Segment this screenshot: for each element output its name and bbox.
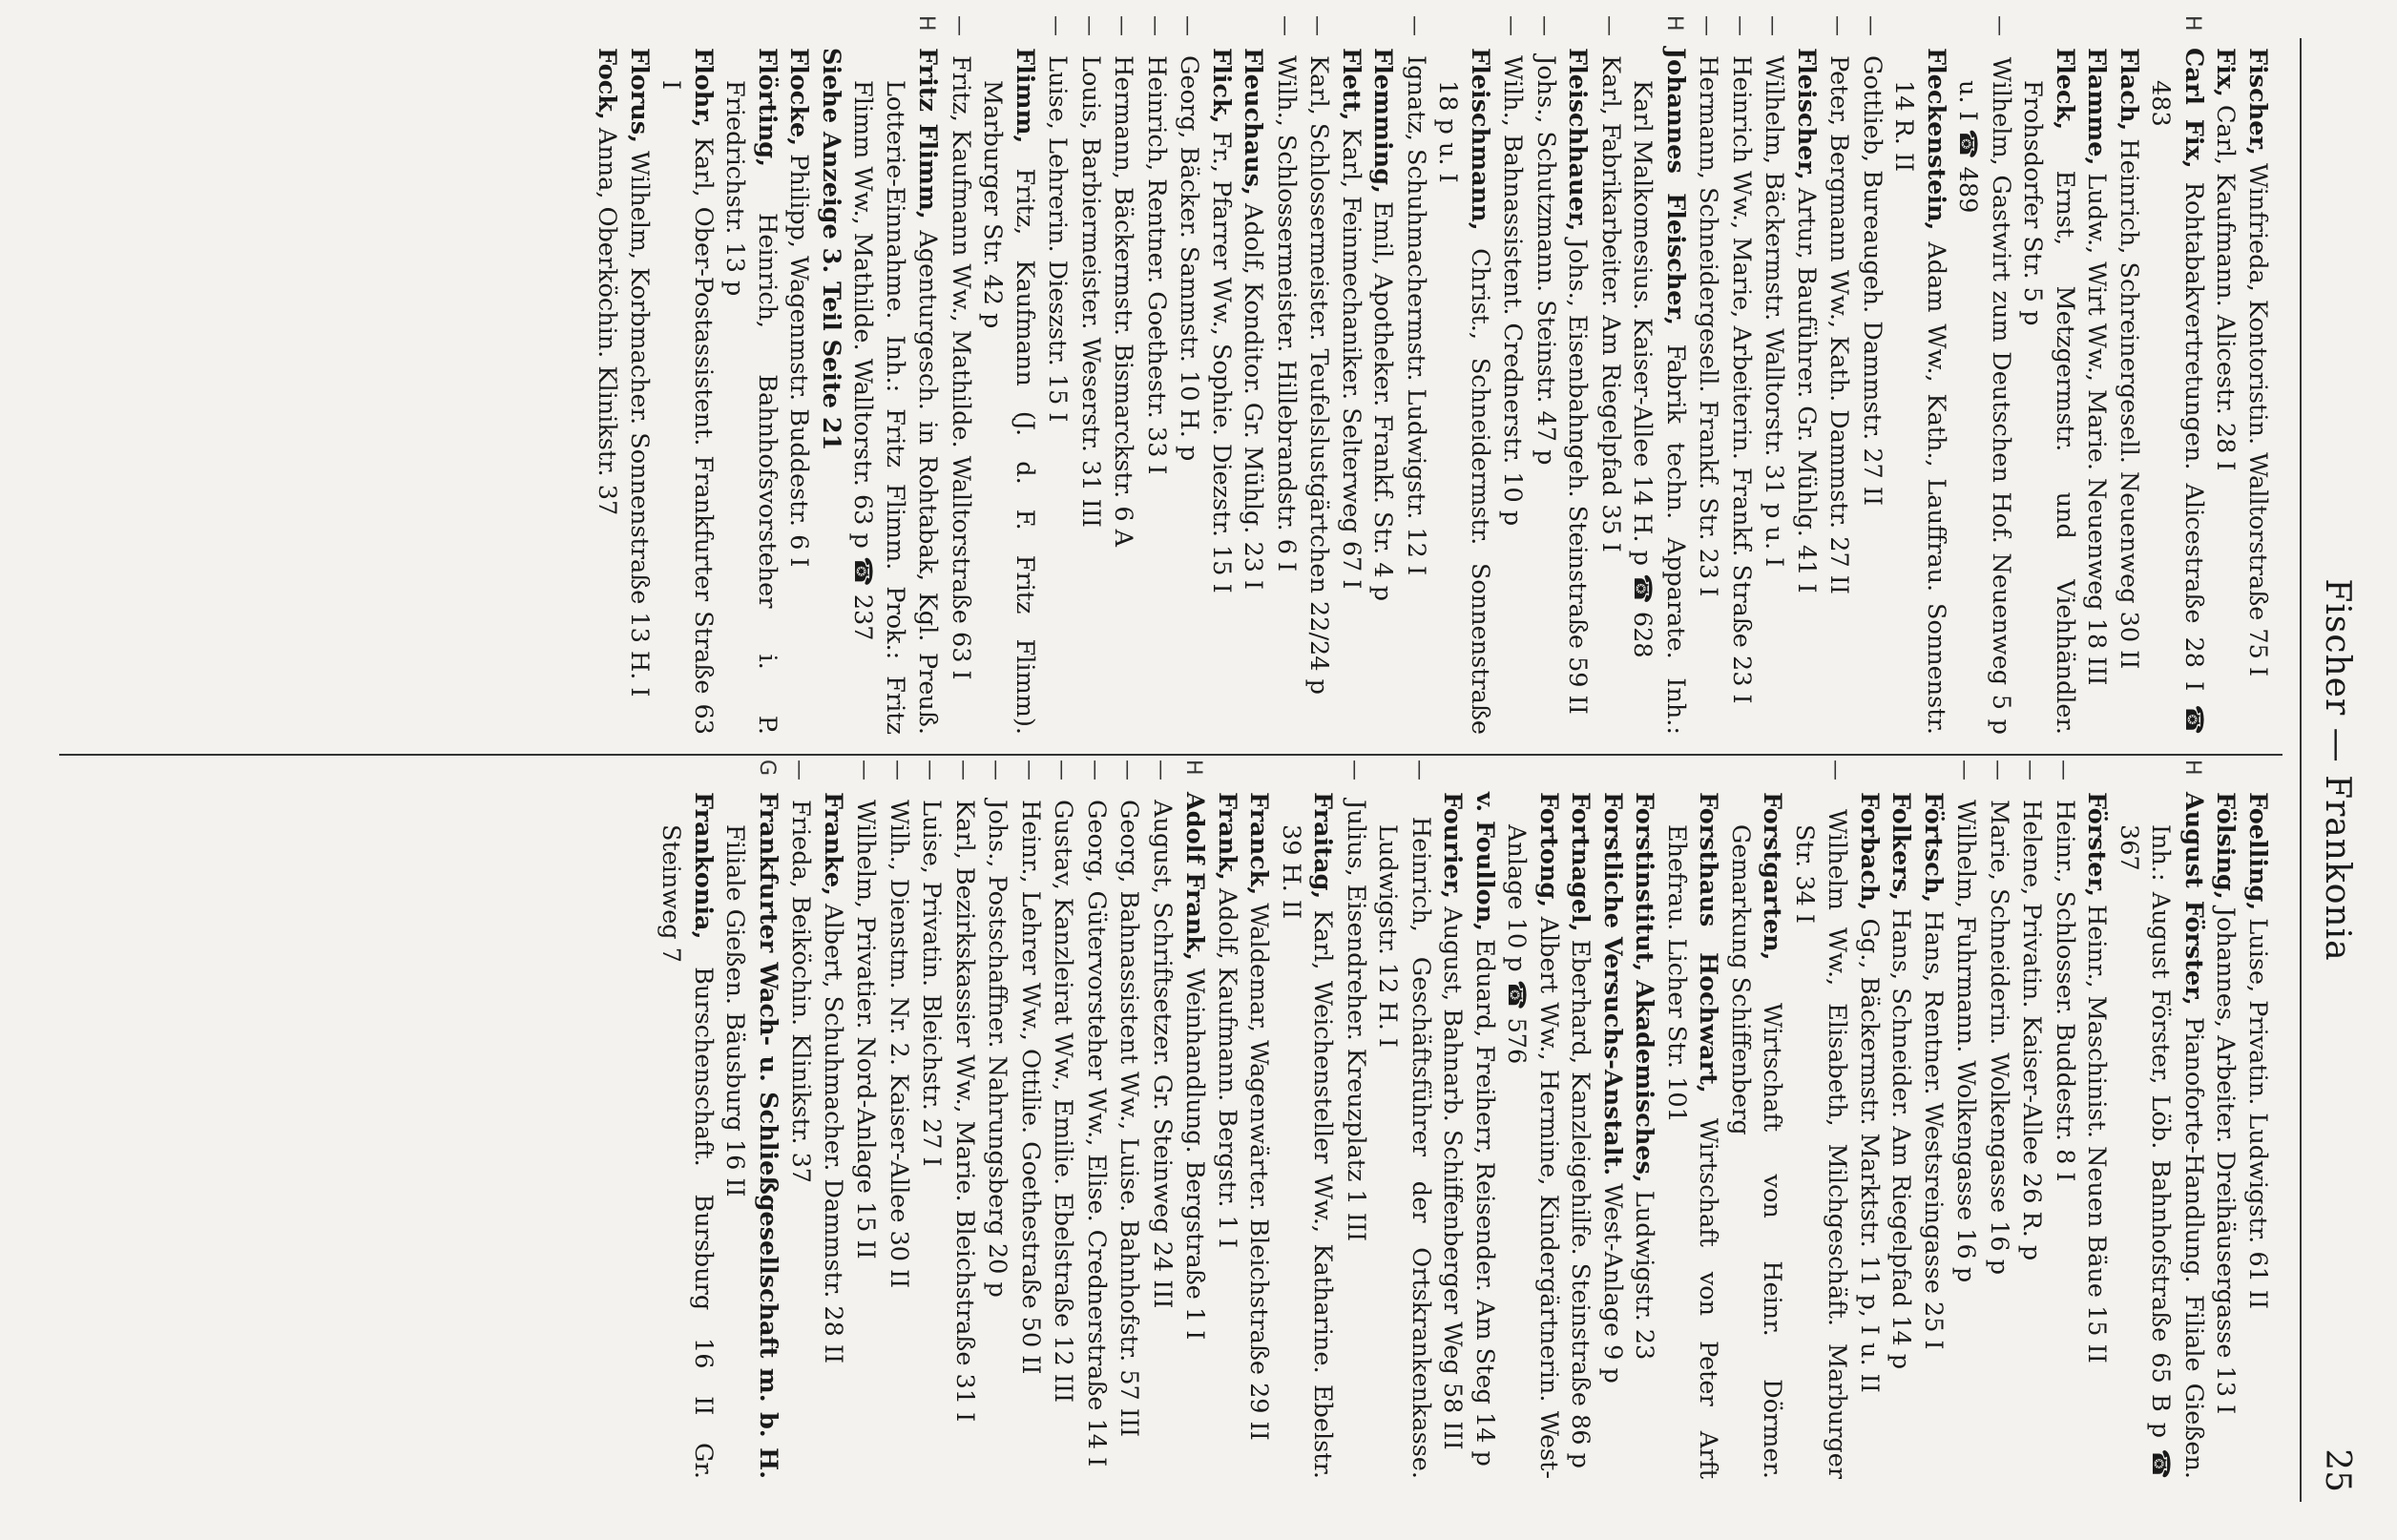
- entry-details: Ludw., Wirt Ww., Marie. Neuenweg 18 III: [2082, 173, 2112, 686]
- directory-entry: [1269, 15, 1303, 735]
- entry-details: Hermann, Bäckermstr. Bismarckstr. 6 A: [1109, 55, 1138, 548]
- directory-entry: [1106, 15, 1139, 735]
- entry-details: Burschenschaft. Bursburg 16 II Gr. Steinweg 7: [657, 824, 718, 1479]
- entry-prefix: —: [1044, 15, 1069, 36]
- directory-entry: [1500, 792, 1564, 1479]
- entry-details: Anna, Oberköchin. Klinikstr. 37: [593, 127, 622, 516]
- directory-entry: [2113, 760, 2210, 1480]
- entry-name: Fritz Flimm,: [913, 48, 943, 219]
- directory-entry: [1275, 792, 1339, 1479]
- entry-details: Wilhelm, Privatier. Nord-Anlage 15 II: [851, 800, 881, 1259]
- entry-details: Ludwigstr. 23: [1630, 1190, 1659, 1361]
- entry-details: Wirtschaft von Peter Arft Ehefrau. Licher Str. 101: [1662, 824, 1723, 1480]
- directory-entry: [1626, 15, 1691, 735]
- entry-name: Förster,: [2082, 792, 2112, 897]
- directory-entry: [815, 48, 847, 735]
- directory-entry: [2048, 760, 2081, 1479]
- entry-details: Luise, Privatin. Bleichstr. 27 I: [917, 800, 947, 1167]
- entry-prefix: —: [1110, 15, 1135, 36]
- directory-entry: [1211, 792, 1243, 1479]
- entry-details: Louis, Barbiermeister. Weserstr. 31 III: [1076, 55, 1105, 528]
- entry-name: Fleischhauer,: [1563, 48, 1593, 232]
- directory-entry: [1949, 760, 1982, 1479]
- directory-entry: [1145, 760, 1178, 1479]
- entry-details: Georg, Gütervorsteher Ww., Elise. Crednerstraße 14 I: [1082, 800, 1111, 1467]
- entry-prefix: —: [1115, 760, 1140, 780]
- entry-details: Helene, Privatin. Kaiser-Allee 26 R. p: [2017, 800, 2047, 1261]
- entry-details: Gustav, Kanzleirat Ww., Emilie. Ebelstraße 12 III: [1049, 800, 1078, 1404]
- entry-details: Filiale Gießen. Bäusburg 16 II: [720, 824, 750, 1197]
- directory-entry: [846, 15, 944, 735]
- entry-prefix: —: [1859, 15, 1883, 36]
- directory-entry: [1790, 48, 1823, 735]
- directory-entry: [1172, 15, 1205, 735]
- directory-entry: [2241, 792, 2274, 1479]
- entry-prefix: —: [1343, 760, 1366, 780]
- running-head: Fischer — Frankonia: [2318, 578, 2357, 962]
- entry-details: Albert, Schuhmacher. Dammstr. 28 II: [819, 904, 847, 1364]
- directory-entry: [2241, 48, 2274, 735]
- entry-name: Johannes Fleischer,: [1661, 48, 1690, 325]
- entry-details: Wilhelm, Korbmacher. Sonnenstraße 13 H. I: [625, 151, 654, 697]
- entry-name: Flett,: [1337, 48, 1365, 121]
- entry-name: Foelling,: [2243, 792, 2272, 911]
- entry-details: Ernst, Metzgermstr. und Viehhändler. Frohsdorfer Str. 5 p: [2018, 80, 2079, 736]
- entry-details: Heinrich, Geschäftsführer der Ortskrankenkasse. Ludwigstr. 12 H. I: [1373, 816, 1435, 1479]
- directory-entry: [980, 760, 1013, 1479]
- entry-details: Heinrich, Schreinergesell. Neuenweg 30 II: [2115, 138, 2143, 670]
- entry-details: Fabrik techn. Apparate. Inh.: Karl Malkomesius. Kaiser-Allee 14 H. p ☎ 628: [1628, 80, 1690, 735]
- entry-prefix: —: [1273, 15, 1297, 36]
- entry-prefix: —: [852, 760, 877, 780]
- entry-details: Fritz, Kaufmann (J. d. F. Fritz Flimm). Marburger Str. 42 p: [978, 80, 1039, 736]
- directory-entry: [1561, 48, 1594, 735]
- directory-entry: [1040, 15, 1073, 735]
- directory-entry: [1917, 792, 1949, 1479]
- entry-prefix: H: [1181, 760, 1206, 776]
- entry-details: Heinr., Maschinist. Neuen Bäue 15 II: [2082, 905, 2112, 1363]
- entry-details: Johannes, Arbeiter. Dreihäusergasse 13 I: [2211, 906, 2241, 1415]
- entry-prefix: —: [1077, 15, 1101, 36]
- entry-details: Heinrich Ww., Marie, Arbeiterin. Frankf. Straße 23 I: [1727, 55, 1756, 704]
- entry-details: Karl, Feinmechaniker. Selterweg 67 I: [1337, 128, 1365, 590]
- entry-prefix: —: [1176, 15, 1200, 36]
- entry-name: Fourier,: [1438, 792, 1468, 900]
- directory-entry: [944, 15, 977, 735]
- entry-name: Franck,: [1244, 792, 1274, 896]
- entry-prefix: —: [1952, 760, 1977, 780]
- directory-entry: [2014, 760, 2048, 1479]
- entry-name: Forsthaus Hochwart,: [1694, 792, 1723, 1093]
- entry-details: Ignatz, Schuhmachermstr. Ludwigstr. 12 I: [1402, 55, 1430, 576]
- directory-entry: [1013, 760, 1047, 1479]
- entry-name: August Förster,: [2179, 792, 2208, 1006]
- right-column: [40, 760, 2273, 1480]
- entry-details: Wilh., Bahnassistent. Crednerstr. 10 p: [1498, 55, 1528, 527]
- entry-prefix: —: [1761, 15, 1785, 36]
- entry-prefix: H: [914, 15, 939, 31]
- directory-entry: [976, 48, 1040, 735]
- directory-entry: [1982, 760, 2015, 1479]
- directory-entry: [783, 760, 817, 1479]
- entry-prefix: —: [1824, 760, 1848, 780]
- entry-prefix: —: [1825, 15, 1850, 36]
- directory-entry: [623, 48, 656, 735]
- directory-entry: [1079, 760, 1113, 1479]
- directory-entry: [2080, 792, 2113, 1479]
- directory-entry: [1660, 792, 1724, 1479]
- directory-entry: [1112, 760, 1145, 1479]
- entry-details: Hans, Rentner. Westsreingasse 25 I: [1919, 910, 1948, 1350]
- entry-prefix: —: [1532, 15, 1556, 36]
- entry-details: Fritz, Kaufmann Ww., Mathilde. Walltorstraße 63 I: [947, 55, 975, 680]
- entry-name: Flemming,: [1368, 48, 1398, 194]
- entry-name: Fleuchaus,: [1239, 48, 1268, 196]
- entry-details: Philipp, Wagenmstr. Buddestr. 6 I: [784, 154, 814, 568]
- entry-prefix: —: [1988, 15, 2011, 36]
- entry-details: Wilh., Dienstm. Nr. 2. Kaiser-Allee 30 II: [885, 800, 913, 1289]
- entry-name: Förtsch,: [1919, 792, 1948, 904]
- entry-details: Wilhelm Ww., Elisabeth, Milchgeschäft. Marburger Str. 34 I: [1790, 809, 1852, 1479]
- entry-details: Karl, Fabrikarbeiter. Am Riegelpfad 35 I: [1596, 55, 1625, 552]
- entry-details: August, Bahnarb. Schiffenberger Weg 58 III: [1438, 906, 1468, 1450]
- entry-details: Wirtschaft von Heinr. Dörmer. Gemarkung Schiffenberg: [1726, 824, 1787, 1480]
- directory-entry: [1724, 792, 1788, 1479]
- entry-name: Fleck,: [2051, 48, 2079, 131]
- directory-entry: [914, 760, 948, 1479]
- entry-name: Fraitag,: [1308, 792, 1338, 900]
- directory-entry: [1724, 15, 1758, 735]
- directory-entry: [2080, 48, 2113, 735]
- entry-prefix: —: [1305, 15, 1330, 36]
- entry-details: Georg, Bäcker. Sammstr. 10 H. p: [1175, 55, 1204, 462]
- directory-entry: [1339, 760, 1372, 1479]
- entry-details: Hans, Schneider. Am Riegelpfad 14 p: [1886, 908, 1916, 1370]
- directory-entry: [1594, 15, 1627, 735]
- entry-details: Heinr., Schlosser. Buddestr. 8 I: [2051, 800, 2079, 1182]
- directory-entry: [2016, 48, 2080, 735]
- entry-name: Flimm,: [1011, 48, 1039, 144]
- entry-prefix: —: [1499, 15, 1524, 36]
- directory-entry: [655, 792, 719, 1479]
- entry-name: Fleckenstein,: [1922, 48, 1950, 231]
- entry-details: Johs., Eisenbahngeh. Steinstraße 59 II: [1563, 239, 1593, 715]
- directory-entry: [2209, 48, 2241, 735]
- left-column: [40, 15, 2273, 736]
- entry-name: Fortnagel,: [1566, 792, 1595, 932]
- entry-details: Adolf, Kaufmann. Bergstr. 1 I: [1213, 887, 1241, 1249]
- entry-details: Heinr., Lehrer Ww., Ottilie. Goethestraße 50 II: [1016, 800, 1045, 1375]
- entry-prefix: —: [1407, 760, 1431, 780]
- entry-name: Fischer,: [2243, 48, 2272, 156]
- directory-entry: [1302, 15, 1335, 735]
- entry-details: Karl, Ober-Postassistent. Frankfurter Straße 63 I: [657, 80, 718, 735]
- entry-details: August, Schriftsetzer. Gr. Steinweg 24 III: [1148, 800, 1177, 1309]
- entry-name: Forstliche Versuchs-Anstalt.: [1598, 792, 1627, 1176]
- entry-details: Wilhelm, Gastwirt zum Deutschen Hof. Neuenweg 5 p u. I ☎ 489: [1953, 56, 2015, 735]
- entry-prefix: —: [1403, 15, 1427, 36]
- directory-entry: [1887, 48, 1951, 735]
- entry-prefix: —: [1597, 15, 1621, 36]
- entry-name: Folkers,: [1886, 792, 1916, 901]
- entry-prefix: —: [951, 760, 975, 780]
- entry-details: Adam Ww., Kath., Lauffrau. Sonnenstr. 14 R. II: [1889, 80, 1950, 736]
- entry-details: Weinhandlung. Bergstraße 1 I: [1180, 968, 1210, 1341]
- column-divider: [59, 754, 2282, 756]
- directory-entry: [1596, 792, 1629, 1479]
- entry-name: Fölsing,: [2211, 792, 2241, 900]
- directory-entry: [1237, 48, 1269, 735]
- directory-entry: [1431, 48, 1495, 735]
- entry-name: Frankfurter Wach- u. Schließgesellschaft m. b. H.: [754, 792, 782, 1479]
- entry-prefix: —: [1017, 760, 1041, 780]
- entry-name: v. Foullon,: [1470, 792, 1499, 932]
- entry-details: Luise, Lehrerin. Dieszstr. 15 I: [1043, 55, 1073, 423]
- entry-name: Fortong,: [1534, 792, 1563, 908]
- entry-name: Frank,: [1213, 792, 1241, 881]
- entry-details: Karl, Weichensteller Ww., Katharine. Ebelstr. 39 H. II: [1277, 824, 1338, 1479]
- entry-name: Carl Fix,: [2179, 48, 2208, 169]
- directory-entry: [1529, 15, 1562, 735]
- directory-entry: [1855, 15, 1888, 735]
- page-header: [2254, 0, 2397, 1540]
- directory-entry: [655, 48, 719, 735]
- directory-entry: [782, 48, 815, 735]
- directory-entry: [1564, 792, 1596, 1479]
- entry-details: Marie, Schneiderin. Wolkengasse 16 p: [1985, 800, 2013, 1276]
- header-rule: [2300, 38, 2302, 1502]
- entry-details: Christ., Schneidermstr. Sonnenstraße 18 p u. I: [1433, 80, 1494, 735]
- entry-prefix: —: [787, 760, 812, 780]
- directory-entry: [1399, 15, 1432, 735]
- directory-entry: [719, 48, 782, 735]
- directory-entry: [882, 760, 915, 1479]
- entry-prefix: —: [948, 15, 971, 36]
- entry-prefix: —: [918, 760, 943, 780]
- entry-details: Waldemar, Wagenwärter. Bleichstraße 29 II: [1244, 903, 1274, 1441]
- directory-entry: [1853, 792, 1886, 1479]
- entry-details: Julius, Eisendreher. Kreuzplatz 1 III: [1342, 800, 1370, 1242]
- entry-details: Eberhard, Kanzleigehilfe. Steinstraße 86 p: [1566, 939, 1595, 1468]
- entry-details: Peter, Bergmann Ww., Kath. Dammstr. 27 II: [1824, 55, 1854, 594]
- entry-details: Wilh., Schlossermeister. Hillebrandstr. 6 I: [1272, 55, 1301, 572]
- entry-details: Wilhelm, Fuhrmann. Wolkengasse 16 p: [1951, 800, 1981, 1283]
- directory-entry: [1073, 15, 1107, 735]
- entry-prefix: —: [1728, 15, 1752, 36]
- entry-name: Siehe Anzeige 3. Teil Seite 21: [817, 48, 845, 451]
- entry-prefix: —: [2052, 760, 2075, 780]
- directory-entry: [2113, 48, 2145, 735]
- entry-details: Heinrich, Bahnhofsvorsteher i. P. Friedrichstr. 13 p: [720, 80, 782, 736]
- entry-name: Fix,: [2211, 48, 2241, 97]
- entry-name: Forstgarten,: [1758, 792, 1787, 961]
- directory-entry: [1951, 15, 2016, 735]
- directory-entry: [1178, 760, 1211, 1479]
- entry-prefix: —: [1050, 760, 1074, 780]
- directory-entry: [1691, 15, 1724, 735]
- entry-details: Pianoforte-Handlung. Filiale Gießen. Inh.: August Förster, Löb. Bahnhofstraße 65 B p ☎ 367: [2115, 824, 2208, 1480]
- directory-entry: [1885, 792, 1917, 1479]
- entry-details: Gottlieb, Bureaugeh. Dammstr. 27 II: [1858, 55, 1886, 507]
- entry-details: Fr., Pfarrer Ww., Sophie. Diezstr. 15 I: [1207, 131, 1236, 593]
- directory-entry: [1757, 15, 1790, 735]
- directory-entry: [2144, 15, 2209, 735]
- entry-name: Fleischmann,: [1466, 48, 1494, 231]
- entry-prefix: H: [2180, 15, 2204, 31]
- entry-name: Fleischer,: [1792, 48, 1821, 180]
- entry-details: Rohtabakvertretungen. Alicestraße 28 I ☎ 483: [2146, 80, 2208, 735]
- directory-entry: [1628, 792, 1660, 1479]
- entry-details: Karl, Bezirkskassier Ww., Marie. Bleichstraße 31 I: [950, 800, 979, 1423]
- directory-entry: [848, 760, 882, 1479]
- entry-name: Forstinstitut, Akademisches,: [1630, 792, 1659, 1183]
- entry-name: Flach,: [2115, 48, 2143, 132]
- entry-name: Flick,: [1207, 48, 1236, 124]
- entry-prefix: G: [755, 760, 779, 777]
- entry-details: Winfrieda, Kontoristin. Walltorstraße 75 I: [2243, 163, 2272, 677]
- entry-details: Eduard, Freiherr, Reisender. Am Steg 14 p: [1470, 939, 1499, 1467]
- entry-details: Karl, Schlossermeister. Teufelslustgärtchen 22/24 p: [1304, 55, 1334, 695]
- directory-entry: [1242, 792, 1275, 1479]
- entry-name: Franke,: [819, 792, 847, 896]
- directory-entry: [2209, 792, 2241, 1479]
- directory-entry: [1205, 48, 1238, 735]
- entry-details: Luise, Privatin. Ludwigstr. 61 II: [2243, 918, 2272, 1310]
- directory-entry: [719, 760, 783, 1479]
- entry-details: Johs., Schutzmann. Steinstr. 47 p: [1532, 55, 1560, 466]
- entry-prefix: —: [2018, 760, 2043, 780]
- entry-details: Johs., Postschaffner. Nahrungsberg 20 p: [983, 800, 1012, 1298]
- directory-entry: [1366, 48, 1399, 735]
- directory-entry: [1335, 48, 1367, 735]
- entry-name: Adolf Frank,: [1180, 792, 1210, 961]
- directory-entry: [591, 48, 623, 735]
- entry-prefix: —: [984, 760, 1009, 780]
- entry-name: Forbach,: [1855, 792, 1884, 911]
- entry-details: Georg, Bahnassistent Ww., Luise. Bahnhofstr. 57 III: [1115, 800, 1144, 1438]
- directory-entry: [1469, 792, 1501, 1479]
- entry-details: West-Anlage 9 p: [1598, 1183, 1627, 1384]
- entry-name: Frankonia,: [689, 792, 718, 940]
- directory-entry: [948, 760, 981, 1479]
- entry-name: Flörting,: [753, 48, 782, 167]
- entry-details: Hermann, Schneidergesell. Frankf. Str. 23 I: [1694, 55, 1723, 597]
- entry-prefix: —: [1083, 760, 1107, 780]
- entry-prefix: H: [2180, 760, 2204, 776]
- directory-entry: [1788, 760, 1853, 1479]
- entry-name: Flamme,: [2082, 48, 2112, 166]
- directory-entry: [1436, 792, 1469, 1479]
- entry-details: Heinrich, Rentner. Goethestr. 33 I: [1142, 55, 1171, 475]
- directory-entry: [1495, 15, 1529, 735]
- entry-name: Florus,: [625, 48, 654, 144]
- entry-details: Adolf, Konditor. Gr. Mühlg. 23 I: [1239, 203, 1268, 591]
- entry-prefix: —: [1143, 15, 1167, 36]
- entry-details: Wilhelm, Bäckermstr. Walltorstr. 31 p u. I: [1760, 55, 1789, 568]
- entry-details: Agenturgesch. in Rohtabak, Kgl. Preuß. Lotterie-Einnahme. Inh.: Fritz Flimm. Prok.: Fritz Flimm Ww., Mathilde. Walltorstr. 63 p ☎ 237: [848, 80, 943, 735]
- entry-name: Flocke,: [784, 48, 814, 147]
- entry-details: Emil, Apotheker. Frankf. Str. 4 p: [1368, 201, 1398, 602]
- entry-details: Artur, Bauführer. Gr. Mühlg. 41 I: [1792, 187, 1821, 593]
- entry-details: Albert Ww., Hermine, Kindergärtnerin. West-Anlage 10 p ☎ 576: [1502, 824, 1563, 1479]
- directory-entry: [817, 792, 849, 1479]
- directory-entry: [1046, 760, 1079, 1479]
- entry-details: Frieda, Beiköchin. Klinikstr. 37: [786, 800, 816, 1184]
- entry-details: Carl, Kaufmann. Alicestr. 28 I: [2211, 104, 2241, 471]
- directory-entry: [1371, 760, 1436, 1479]
- entry-details: Gg., Bäckermstr. Marktstr. 11 p, I u. II: [1855, 918, 1884, 1393]
- entry-name: Flohr,: [689, 48, 718, 128]
- directory-entry: [1139, 15, 1173, 735]
- entry-prefix: —: [886, 760, 909, 780]
- entry-prefix: —: [1695, 15, 1720, 36]
- entry-name: Fock,: [593, 48, 622, 120]
- directory-entry: [1822, 15, 1855, 735]
- entry-prefix: —: [1149, 760, 1173, 780]
- entry-prefix: —: [1986, 760, 2010, 780]
- page-number: 25: [2318, 1448, 2357, 1492]
- entry-prefix: H: [1662, 15, 1686, 31]
